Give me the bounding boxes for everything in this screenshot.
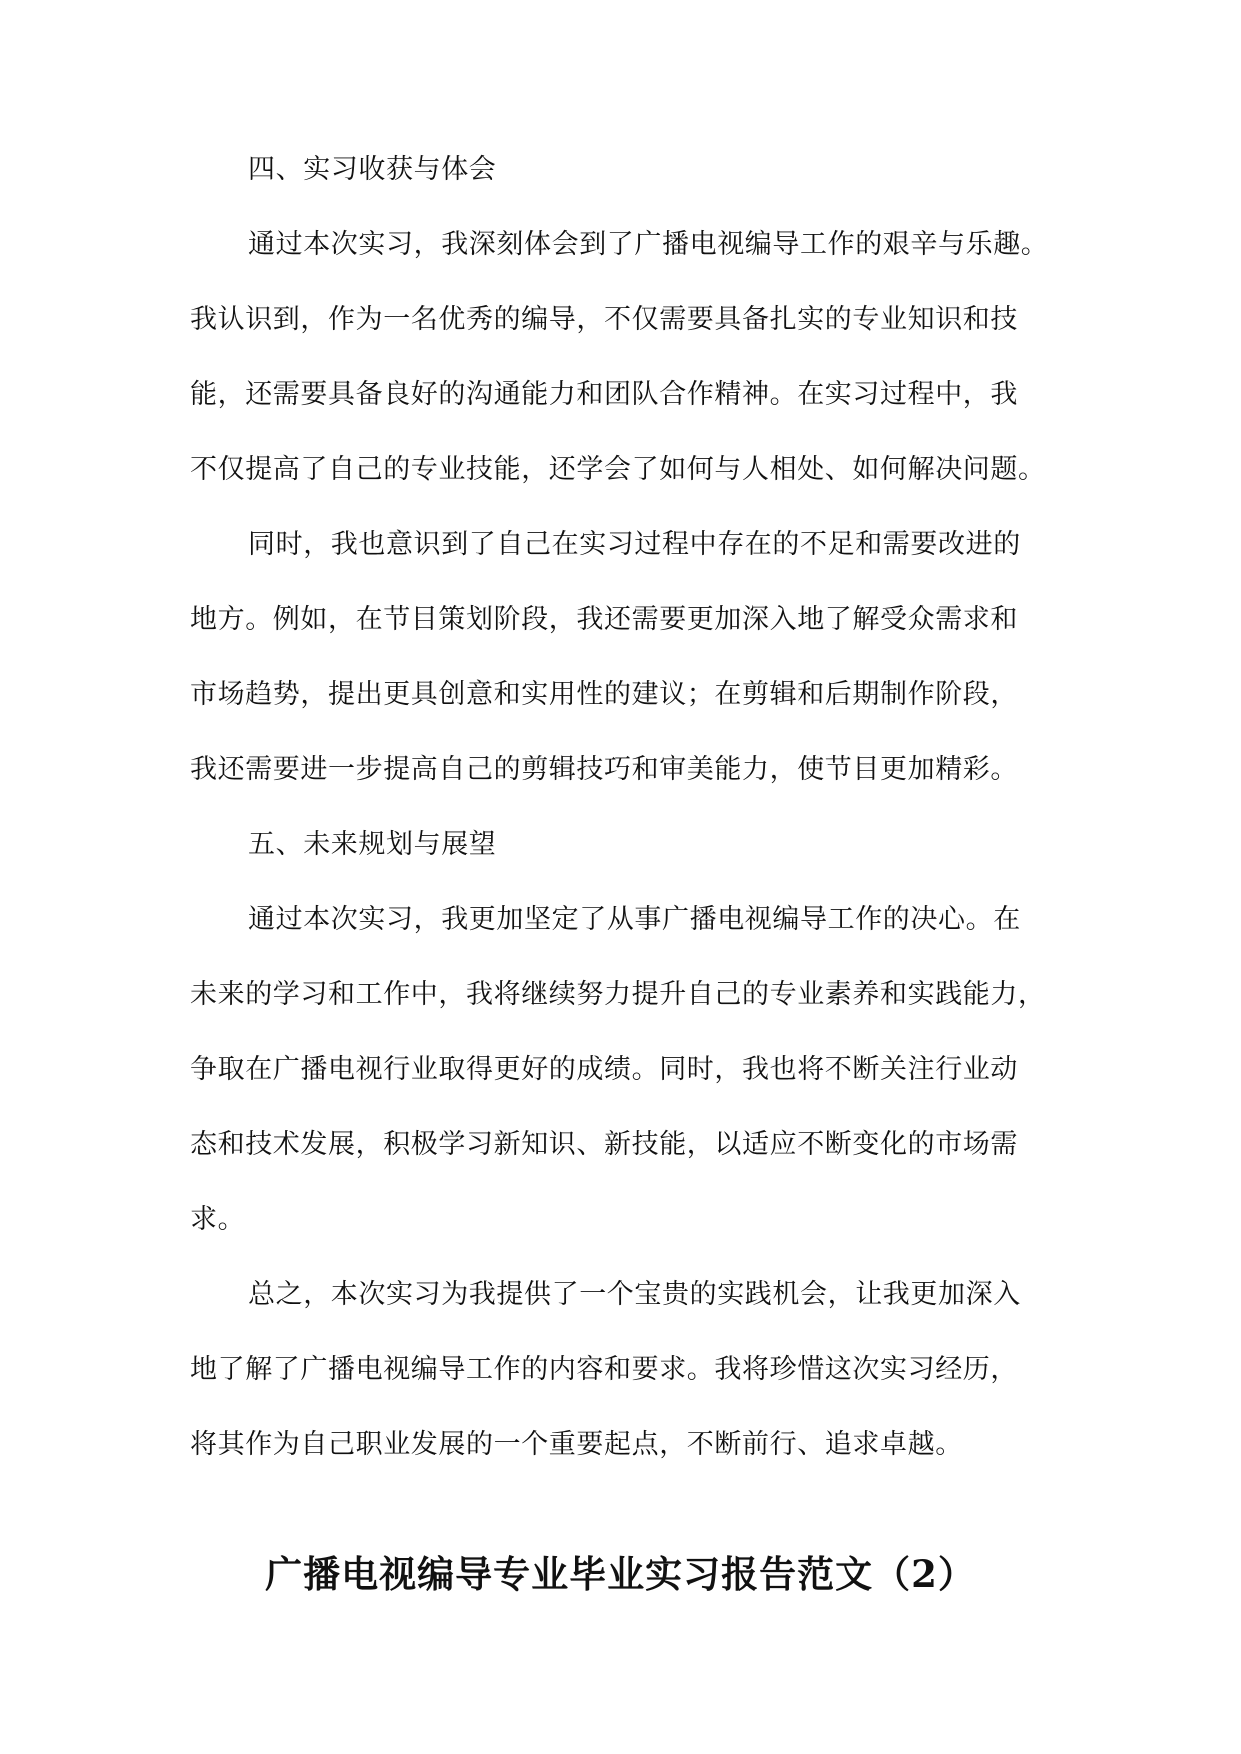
- paragraph-line: 能，还需要具备良好的沟通能力和团队合作精神。在实习过程中，我: [190, 379, 1018, 410]
- paragraph-line: 我认识到，作为一名优秀的编导，不仅需要具备扎实的专业知识和技: [190, 304, 1018, 335]
- paragraph-line: 求。: [190, 1204, 246, 1235]
- paragraph-line: 不仅提高了自己的专业技能，还学会了如何与人相处、如何解决问题。: [190, 454, 1046, 485]
- paragraph-line: 我还需要进一步提高自己的剪辑技巧和审美能力，使节目更加精彩。: [190, 754, 1018, 785]
- paragraph-line: 将其作为自己职业发展的一个重要起点，不断前行、追求卓越。: [190, 1429, 963, 1460]
- document-title: 广播电视编导专业毕业实习报告范文（2）: [265, 1552, 976, 1596]
- paragraph-line: 同时，我也意识到了自己在实习过程中存在的不足和需要改进的: [248, 529, 1021, 560]
- paragraph-line: 未来的学习和工作中，我将继续努力提升自己的专业素养和实践能力，: [190, 979, 1046, 1010]
- paragraph-line: 总之，本次实习为我提供了一个宝贵的实践机会，让我更加深入: [248, 1279, 1021, 1310]
- paragraph-line: 市场趋势，提出更具创意和实用性的建议；在剪辑和后期制作阶段，: [190, 679, 1018, 710]
- paragraph-line: 通过本次实习，我更加坚定了从事广播电视编导工作的决心。在: [248, 904, 1021, 935]
- paragraph-line: 通过本次实习，我深刻体会到了广播电视编导工作的艰辛与乐趣。: [248, 229, 1049, 260]
- paragraph-line: 地方。例如，在节目策划阶段，我还需要更加深入地了解受众需求和: [190, 604, 1018, 635]
- section-heading-5: 五、未来规划与展望: [248, 829, 497, 860]
- paragraph-line: 争取在广播电视行业取得更好的成绩。同时，我也将不断关注行业动: [190, 1054, 1018, 1085]
- paragraph-line: 态和技术发展，积极学习新知识、新技能，以适应不断变化的市场需: [190, 1129, 1018, 1160]
- paragraph-line: 地了解了广播电视编导工作的内容和要求。我将珍惜这次实习经历，: [190, 1354, 1018, 1385]
- section-heading-4: 四、实习收获与体会: [248, 154, 497, 185]
